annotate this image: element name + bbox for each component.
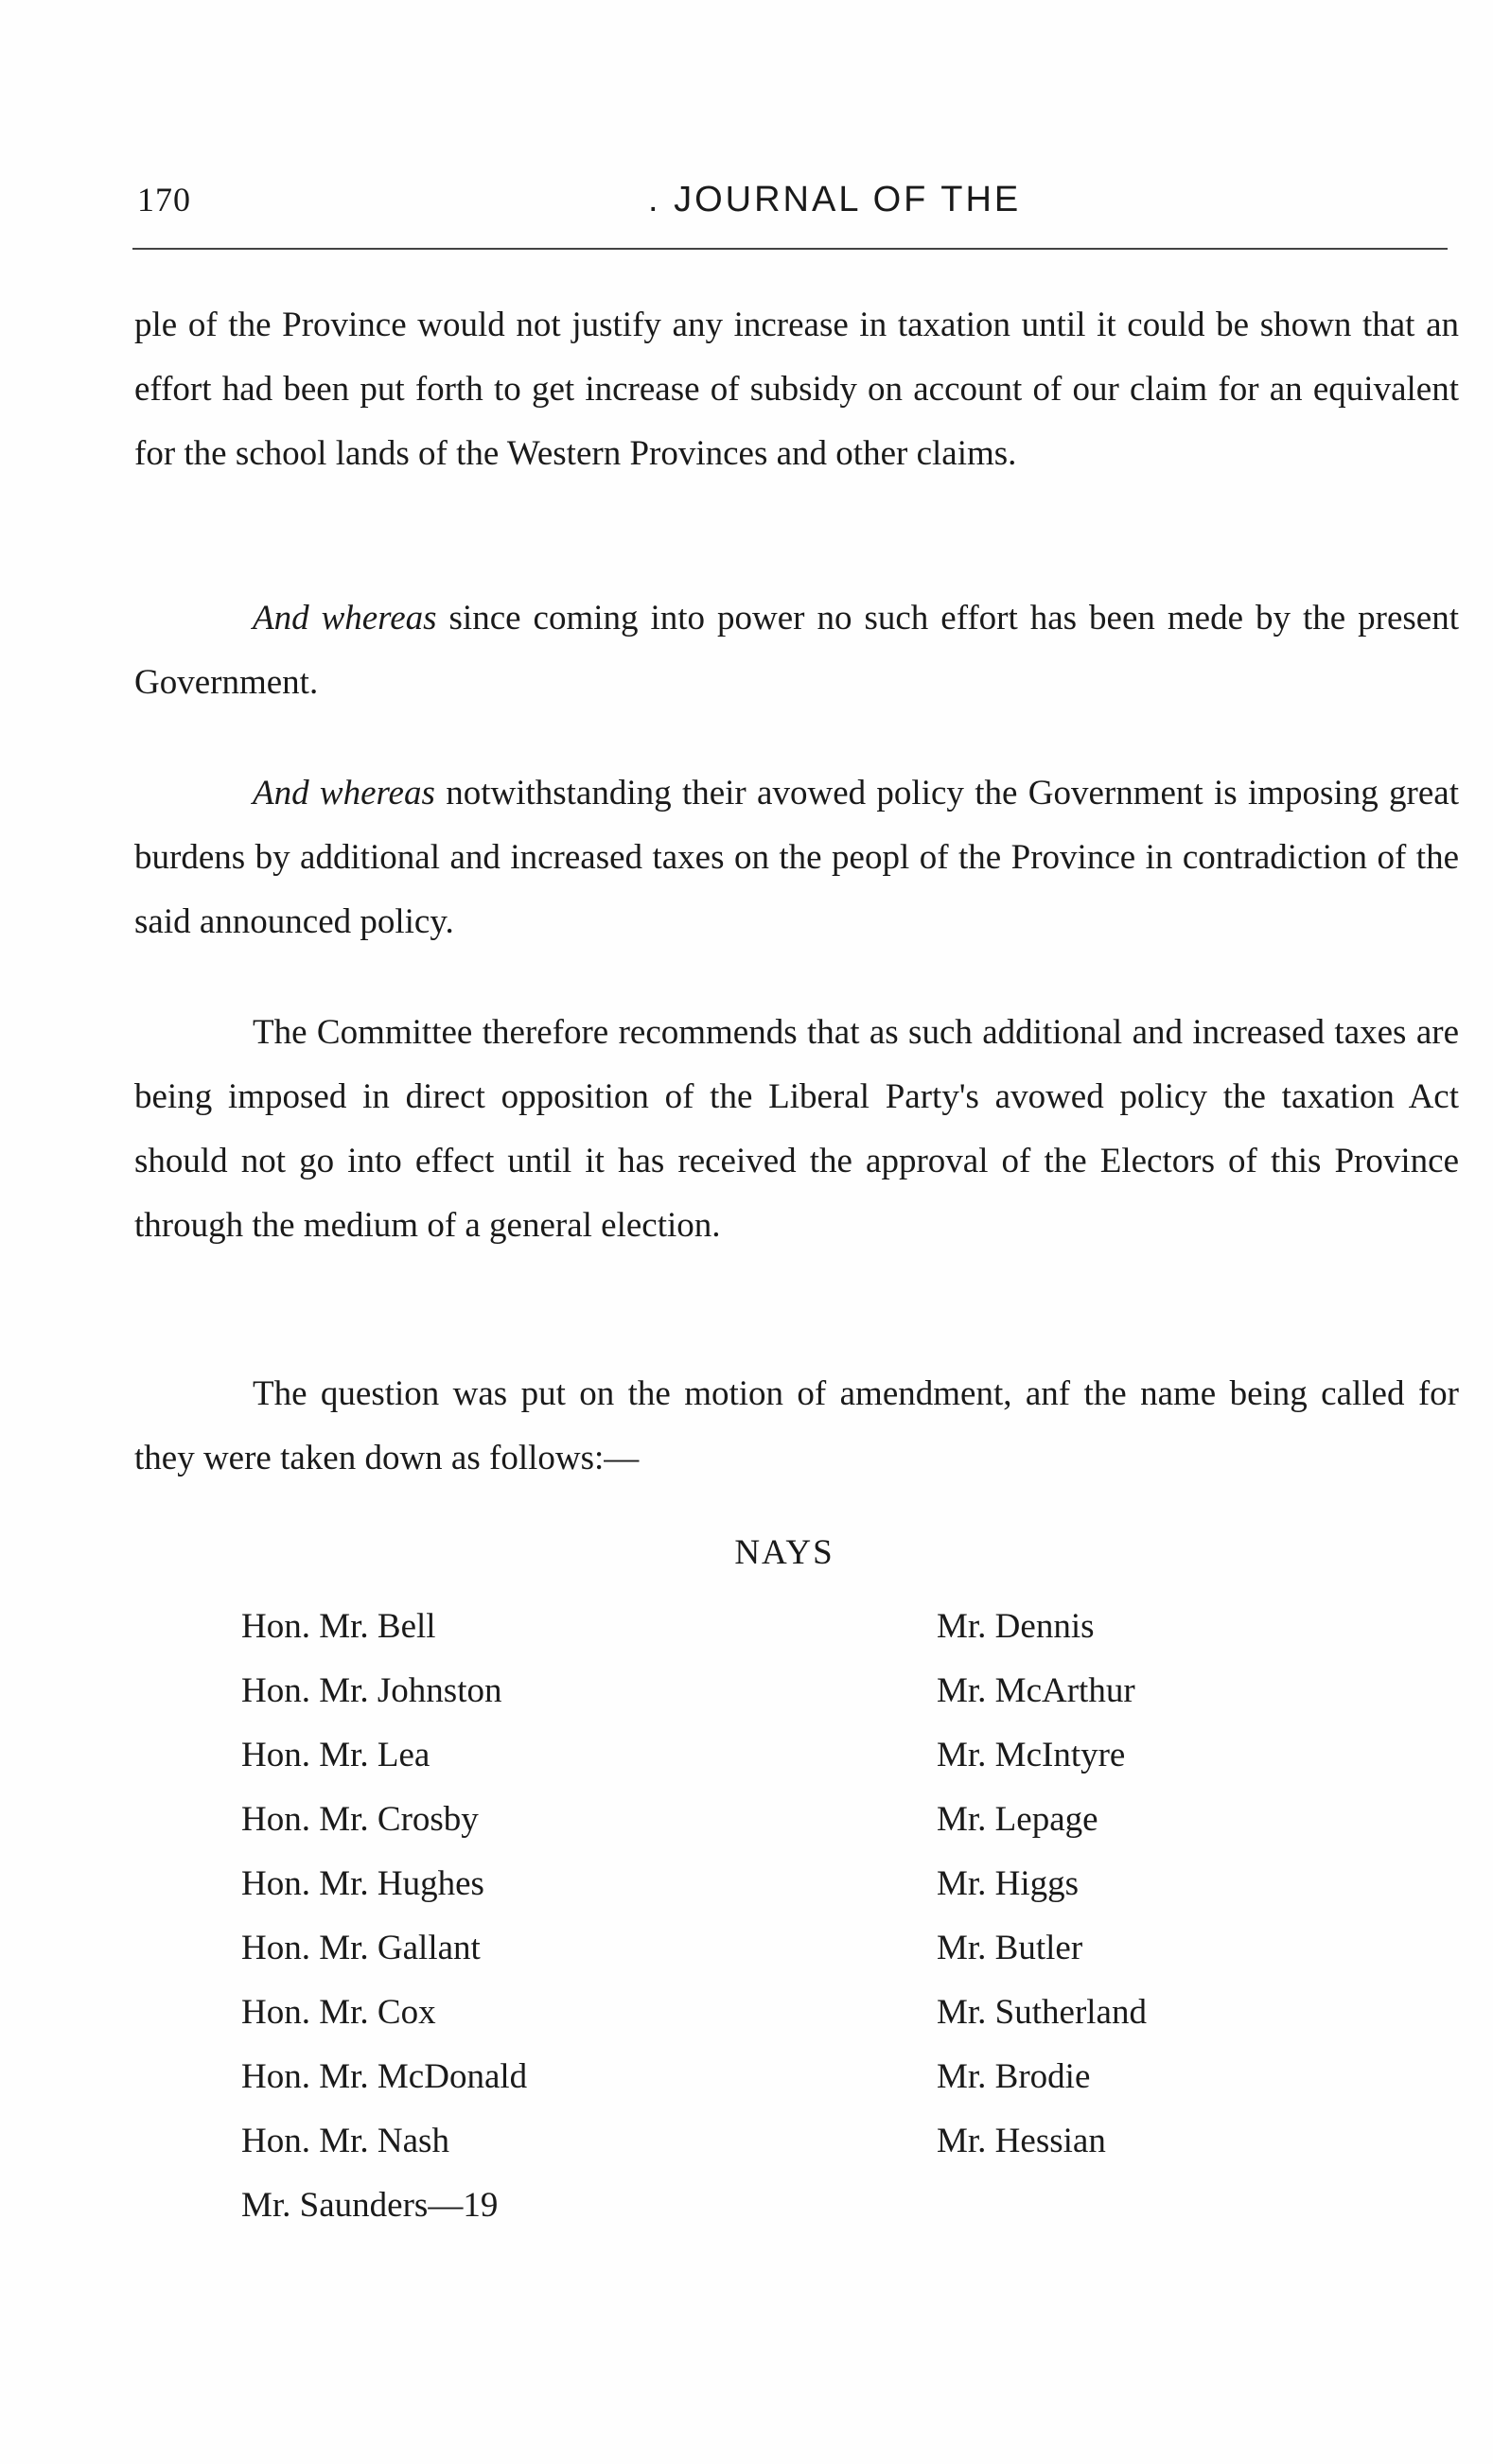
nays-member: Mr. Lepage	[937, 1800, 1098, 1839]
nays-list-left	[241, 1595, 527, 2238]
header-rule	[132, 248, 1448, 250]
nays-member: Mr. Sutherland	[937, 1993, 1147, 2032]
nays-member: Mr. McArthur	[937, 1671, 1135, 1710]
nays-member: Hon. Mr. Cox	[241, 1993, 436, 2032]
nays-member: Hon. Mr. Johnston	[241, 1671, 502, 1710]
page-header	[137, 170, 1448, 227]
whereas-lead-2: And whereas	[253, 774, 435, 813]
nays-member: Mr. Higgs	[937, 1864, 1080, 1903]
nays-member: Mr. Brodie	[937, 2057, 1091, 2096]
paragraph-question: The question was put on the motion of amendment, anf the name being called for they were taken down as follows:—	[134, 1374, 1459, 1477]
nays-member: Hon. Mr. Nash	[241, 2122, 449, 2160]
nays-member: Mr. McIntyre	[937, 1736, 1126, 1774]
nays-member-total: Mr. Saunders—19	[241, 2186, 499, 2225]
nays-member: Mr. Dennis	[937, 1607, 1095, 1646]
page-number: 170	[137, 181, 191, 218]
whereas-text-2: notwithstanding their avowed policy the Government is imposing great burdens by additional and increased taxes on the peopl of the Province in contradiction of the said announced policy.	[134, 774, 1459, 941]
nays-member: Hon. Mr. Lea	[241, 1736, 430, 1774]
nays-member: Mr. Butler	[937, 1929, 1083, 1967]
paragraph-continuation: ple of the Province would not justify any increase in taxation until it could be shown that an effort had been put forth to get increase of subsidy on account of our claim for an equivalent for the school lands of the Western Provinces and other claims.	[134, 306, 1459, 473]
paragraph-whereas-1	[134, 586, 1459, 715]
nays-heading: NAYS	[734, 1533, 834, 1572]
nays-member: Hon. Mr. Crosby	[241, 1800, 479, 1839]
nays-member: Hon. Mr. Hughes	[241, 1864, 484, 1903]
nays-member: Hon. Mr. Gallant	[241, 1929, 481, 1967]
nays-list-right	[937, 1595, 1147, 2174]
nays-member: Hon. Mr. Bell	[241, 1607, 436, 1646]
whereas-text-1: since coming into power no such effort has been mede by the present Government.	[134, 599, 1459, 702]
whereas-lead-1: And whereas	[253, 599, 437, 638]
nays-member: Hon. Mr. McDonald	[241, 2057, 528, 2096]
paragraph-committee-recommendation: The Committee therefore recommends that as such additional and increased taxes are being imposed in direct opposition of the Liberal Party's avowed policy the taxation Act should not go into effect until it has received the approval of the Electors of this Province through the medium of a general election.	[134, 1013, 1459, 1245]
nays-member: Mr. Hessian	[937, 2122, 1106, 2160]
running-title: . JOURNAL OF THE	[648, 180, 1022, 219]
paragraph-whereas-2	[134, 761, 1459, 954]
